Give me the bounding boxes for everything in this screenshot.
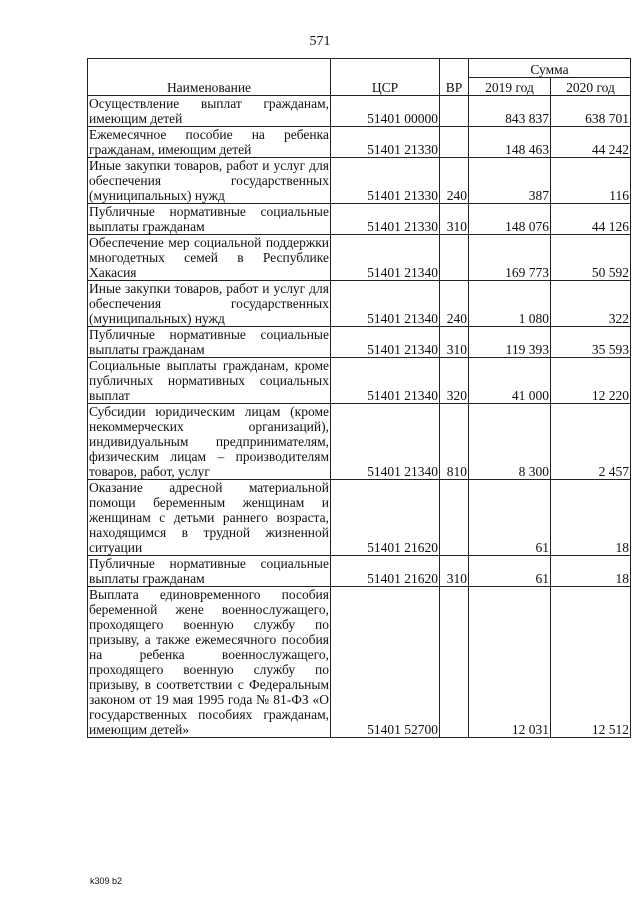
row-vr: 240 bbox=[440, 281, 469, 327]
row-vr: 240 bbox=[440, 158, 469, 204]
row-sum-2020: 44 242 bbox=[551, 127, 631, 158]
row-vr: 320 bbox=[440, 358, 469, 404]
header-year-2020: 2020 год bbox=[551, 78, 631, 96]
row-csr: 51401 21340 bbox=[331, 327, 440, 358]
row-name: Публичные нормативные социальные выплаты гражданам bbox=[89, 204, 329, 234]
row-vr bbox=[440, 587, 469, 738]
row-name: Иные закупки товаров, работ и услуг для обеспечения государственных (муниципальных) нужд bbox=[89, 158, 329, 203]
header-vr: ВР bbox=[440, 59, 469, 96]
table-row bbox=[88, 96, 631, 127]
row-csr: 51401 21330 bbox=[331, 158, 440, 204]
table-row bbox=[88, 358, 631, 404]
row-sum-2019: 843 837 bbox=[469, 96, 551, 127]
row-name: Осуществление выплат гражданам, имеющим детей bbox=[89, 96, 329, 126]
row-sum-2019: 119 393 bbox=[469, 327, 551, 358]
budget-table bbox=[87, 58, 631, 738]
row-sum-2020: 12 512 bbox=[551, 587, 631, 738]
row-name: Социальные выплаты гражданам, кроме публичных нормативных социальных выплат bbox=[89, 358, 329, 403]
row-sum-2019: 12 031 bbox=[469, 587, 551, 738]
row-sum-2020: 18 bbox=[551, 480, 631, 556]
row-sum-2019: 61 bbox=[469, 480, 551, 556]
row-sum-2019: 8 300 bbox=[469, 404, 551, 480]
row-sum-2019: 148 463 bbox=[469, 127, 551, 158]
table-row bbox=[88, 158, 631, 204]
footer-code: k309 b2 bbox=[90, 876, 123, 886]
row-csr: 51401 21340 bbox=[331, 358, 440, 404]
table-row bbox=[88, 204, 631, 235]
row-name: Публичные нормативные социальные выплаты гражданам bbox=[89, 556, 329, 586]
row-sum-2019: 148 076 bbox=[469, 204, 551, 235]
row-sum-2020: 2 457 bbox=[551, 404, 631, 480]
row-sum-2020: 638 701 bbox=[551, 96, 631, 127]
header-name: Наименование bbox=[88, 59, 331, 96]
row-vr: 810 bbox=[440, 404, 469, 480]
row-name: Обеспечение мер социальной поддержки многодетных семей в Республике Хакасия bbox=[89, 235, 329, 280]
row-name: Ежемесячное пособие на ребенка гражданам, имеющим детей bbox=[89, 127, 329, 157]
row-name: Оказание адресной материальной помощи беременным женщинам и женщинам с детьми раннего возраста, находящимся в трудной жизненной ситуации bbox=[89, 480, 329, 555]
row-sum-2020: 12 220 bbox=[551, 358, 631, 404]
row-sum-2019: 387 bbox=[469, 158, 551, 204]
row-vr: 310 bbox=[440, 327, 469, 358]
row-sum-2020: 35 593 bbox=[551, 327, 631, 358]
row-vr: 310 bbox=[440, 204, 469, 235]
row-csr: 51401 21340 bbox=[331, 235, 440, 281]
table-row bbox=[88, 327, 631, 358]
table-row bbox=[88, 587, 631, 738]
row-csr: 51401 21330 bbox=[331, 204, 440, 235]
row-csr: 51401 21620 bbox=[331, 480, 440, 556]
row-sum-2020: 18 bbox=[551, 556, 631, 587]
table-row bbox=[88, 404, 631, 480]
table-row bbox=[88, 480, 631, 556]
row-name: Субсидии юридическим лицам (кроме некоммерческих организаций), индивидуальным предпринимателям, физическим лицам – производителям товаров, работ, услуг bbox=[89, 404, 329, 479]
row-csr: 51401 21340 bbox=[331, 281, 440, 327]
table-row bbox=[88, 235, 631, 281]
row-sum-2020: 50 592 bbox=[551, 235, 631, 281]
row-sum-2020: 116 bbox=[551, 158, 631, 204]
table-row bbox=[88, 281, 631, 327]
row-sum-2019: 41 000 bbox=[469, 358, 551, 404]
row-csr: 51401 21340 bbox=[331, 404, 440, 480]
page-number: 571 bbox=[309, 34, 331, 49]
row-sum-2019: 1 080 bbox=[469, 281, 551, 327]
row-name: Иные закупки товаров, работ и услуг для обеспечения государственных (муниципальных) нужд bbox=[89, 281, 329, 326]
table-header-row bbox=[88, 59, 631, 78]
row-name: Выплата единовременного пособия беременной жене военнослужащего, проходящего военную службу по призыву, а также ежемесячного пособия на ребенка военнослужащего, проходящего военную службу по призыву, в соответствии с Федеральным законом от 19 мая 1995 года № 81-ФЗ «О государственных пособиях гражданам, имеющим детей» bbox=[89, 587, 329, 737]
table-row bbox=[88, 556, 631, 587]
row-csr: 51401 52700 bbox=[331, 587, 440, 738]
row-csr: 51401 21330 bbox=[331, 127, 440, 158]
row-sum-2019: 169 773 bbox=[469, 235, 551, 281]
row-vr bbox=[440, 480, 469, 556]
row-sum-2020: 322 bbox=[551, 281, 631, 327]
row-csr: 51401 00000 bbox=[331, 96, 440, 127]
table-row bbox=[88, 127, 631, 158]
row-sum-2019: 61 bbox=[469, 556, 551, 587]
row-sum-2020: 44 126 bbox=[551, 204, 631, 235]
row-vr: 310 bbox=[440, 556, 469, 587]
row-vr bbox=[440, 127, 469, 158]
row-csr: 51401 21620 bbox=[331, 556, 440, 587]
header-csr: ЦСР bbox=[331, 59, 440, 96]
row-name: Публичные нормативные социальные выплаты гражданам bbox=[89, 327, 329, 357]
row-vr bbox=[440, 235, 469, 281]
header-year-2019: 2019 год bbox=[469, 78, 551, 96]
header-sum: Сумма bbox=[469, 59, 631, 78]
row-vr bbox=[440, 96, 469, 127]
